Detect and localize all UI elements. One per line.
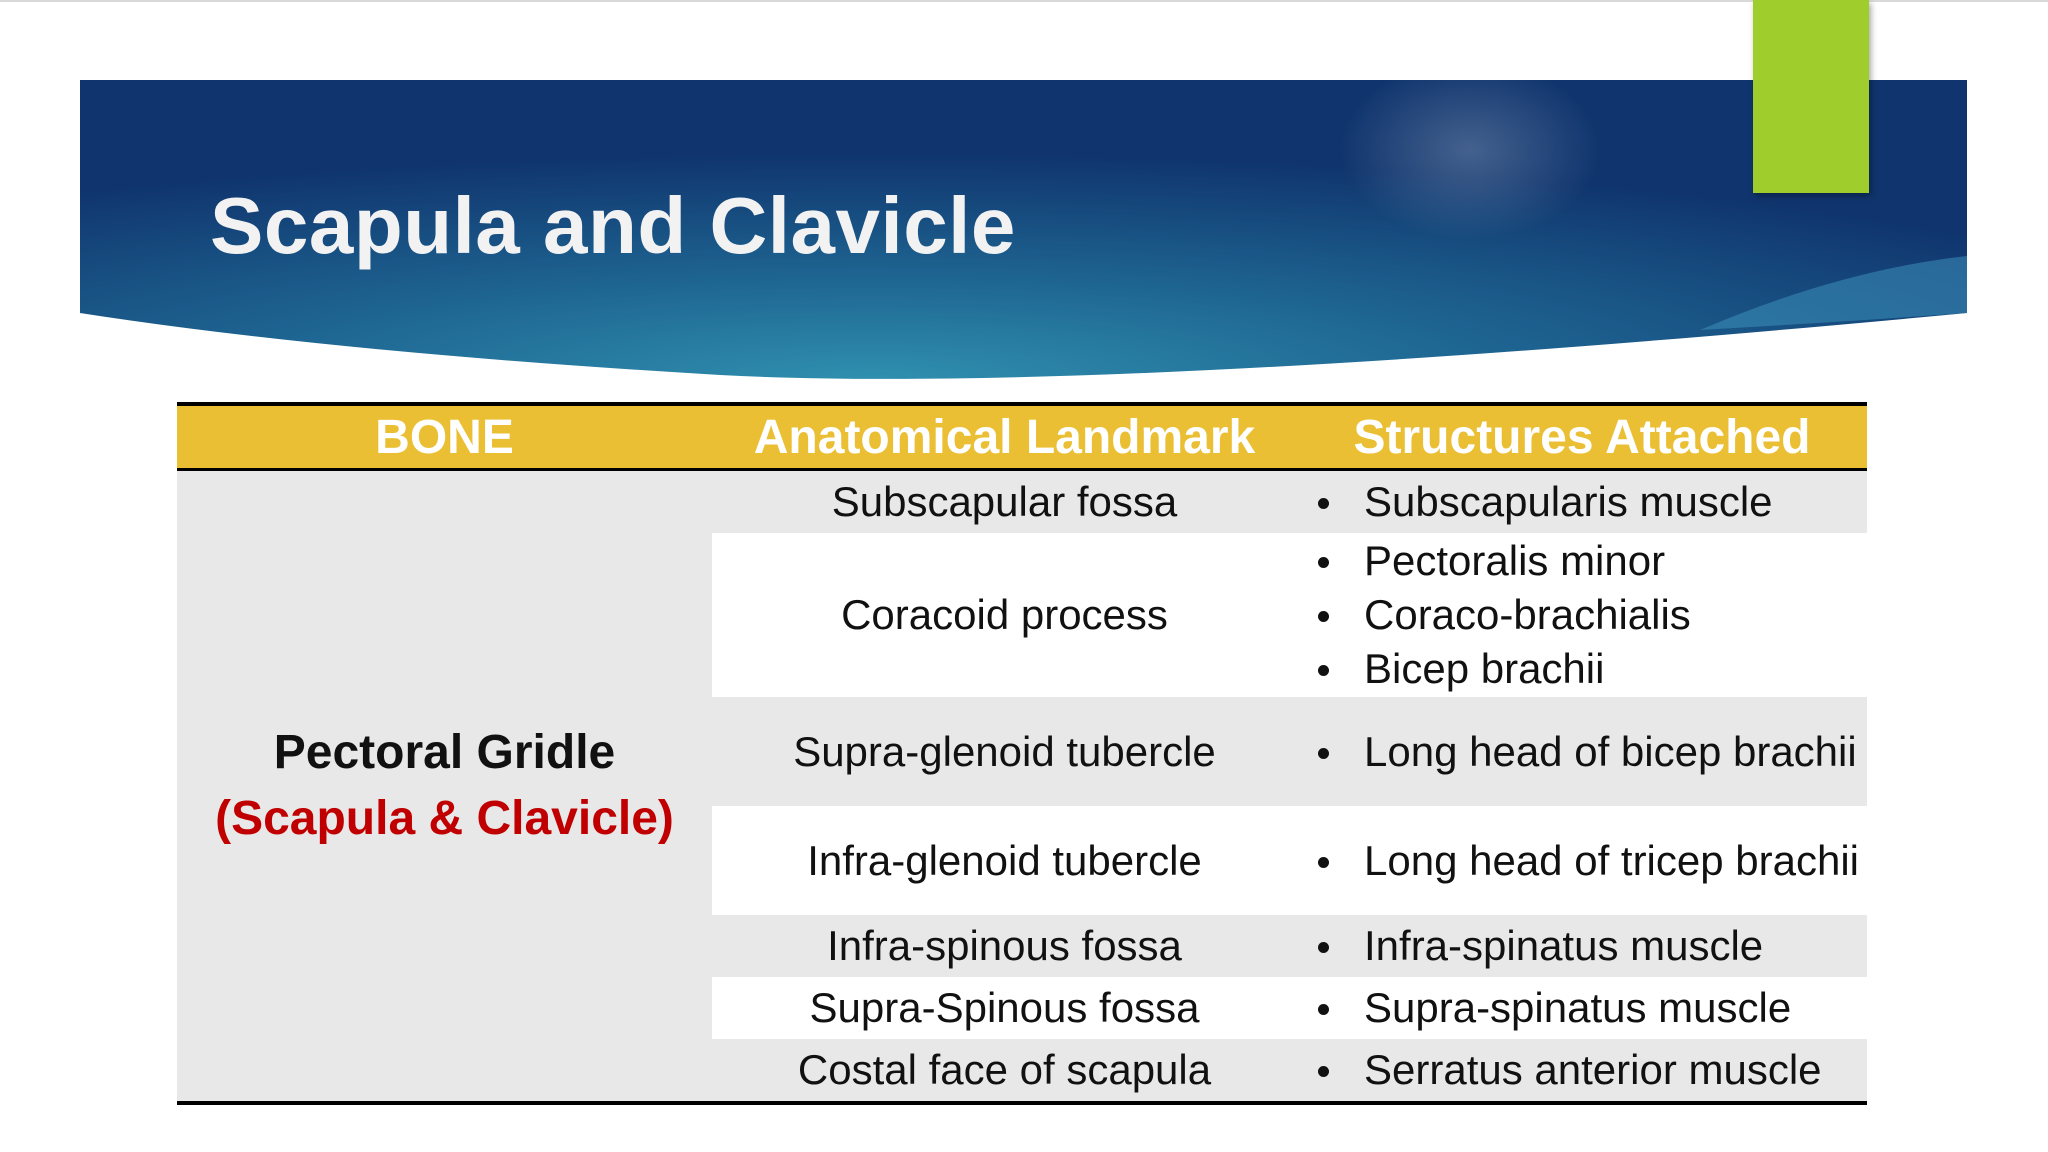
structure-text: Subscapularis muscle [1364, 478, 1773, 525]
structure-item [1297, 534, 1867, 588]
structure-text: Long head of tricep brachii [1364, 836, 1859, 884]
structure-item [1297, 981, 1867, 1035]
header-structures-attached: Structures Attached [1297, 404, 1867, 470]
structures-cell [1297, 533, 1867, 697]
structure-item [1297, 642, 1867, 696]
structure-item [1297, 588, 1867, 642]
structures-list [1297, 475, 1867, 529]
header-anatomical-landmark: Anatomical Landmark [712, 404, 1297, 470]
structures-cell [1297, 697, 1867, 806]
bullet-icon [1318, 857, 1329, 868]
landmark-cell: Supra-glenoid tubercle [712, 697, 1297, 806]
structures-cell [1297, 915, 1867, 977]
structure-text: Pectoralis minor [1364, 537, 1666, 584]
bullet-icon [1318, 611, 1329, 622]
structure-text: Supra-spinatus muscle [1364, 984, 1792, 1031]
bone-cell [177, 470, 712, 1104]
structures-cell [1297, 470, 1867, 534]
table-header-row [177, 404, 1867, 470]
structures-cell [1297, 1039, 1867, 1103]
structure-item [1297, 1043, 1867, 1097]
bullet-icon [1318, 557, 1329, 568]
landmark-cell: Infra-spinous fossa [712, 915, 1297, 977]
structure-text: Bicep brachii [1364, 645, 1605, 692]
structures-list [1297, 534, 1867, 696]
structure-text: Serratus anterior muscle [1364, 1046, 1822, 1093]
bullet-icon [1318, 665, 1329, 676]
bullet-icon [1318, 1004, 1329, 1015]
bone-name: Pectoral Gridle [273, 726, 616, 779]
landmarks-table [177, 402, 1867, 1105]
structure-item [1297, 725, 1867, 779]
landmark-cell: Coracoid process [712, 533, 1297, 697]
structures-cell [1297, 806, 1867, 915]
landmark-cell: Supra-Spinous fossa [712, 977, 1297, 1039]
bullet-icon [1318, 942, 1329, 953]
bullet-icon [1318, 1066, 1329, 1077]
structure-text: Infra-spinatus muscle [1364, 922, 1764, 969]
bone-subtitle: (Scapula & Clavicle) [215, 792, 674, 845]
structures-list [1297, 981, 1867, 1035]
accent-bar [1753, 0, 1869, 193]
structure-item [1297, 919, 1867, 973]
structure-item [1297, 475, 1867, 529]
structure-text: Coraco-brachialis [1364, 591, 1691, 638]
slide-title: Scapula and Clavicle [210, 181, 1016, 270]
landmark-cell: Costal face of scapula [712, 1039, 1297, 1103]
structures-list [1297, 834, 1867, 888]
structures-list [1297, 919, 1867, 973]
landmark-cell: Subscapular fossa [712, 470, 1297, 534]
structure-text: Long head of bicep brachii [1364, 727, 1857, 775]
landmark-cell: Infra-glenoid tubercle [712, 806, 1297, 915]
table-row [177, 470, 1867, 534]
structures-list [1297, 1043, 1867, 1097]
structures-list [1297, 725, 1867, 779]
bullet-icon [1318, 498, 1329, 509]
header-bone: BONE [177, 404, 712, 470]
structures-cell [1297, 977, 1867, 1039]
structure-item [1297, 834, 1867, 888]
bullet-icon [1318, 748, 1329, 759]
